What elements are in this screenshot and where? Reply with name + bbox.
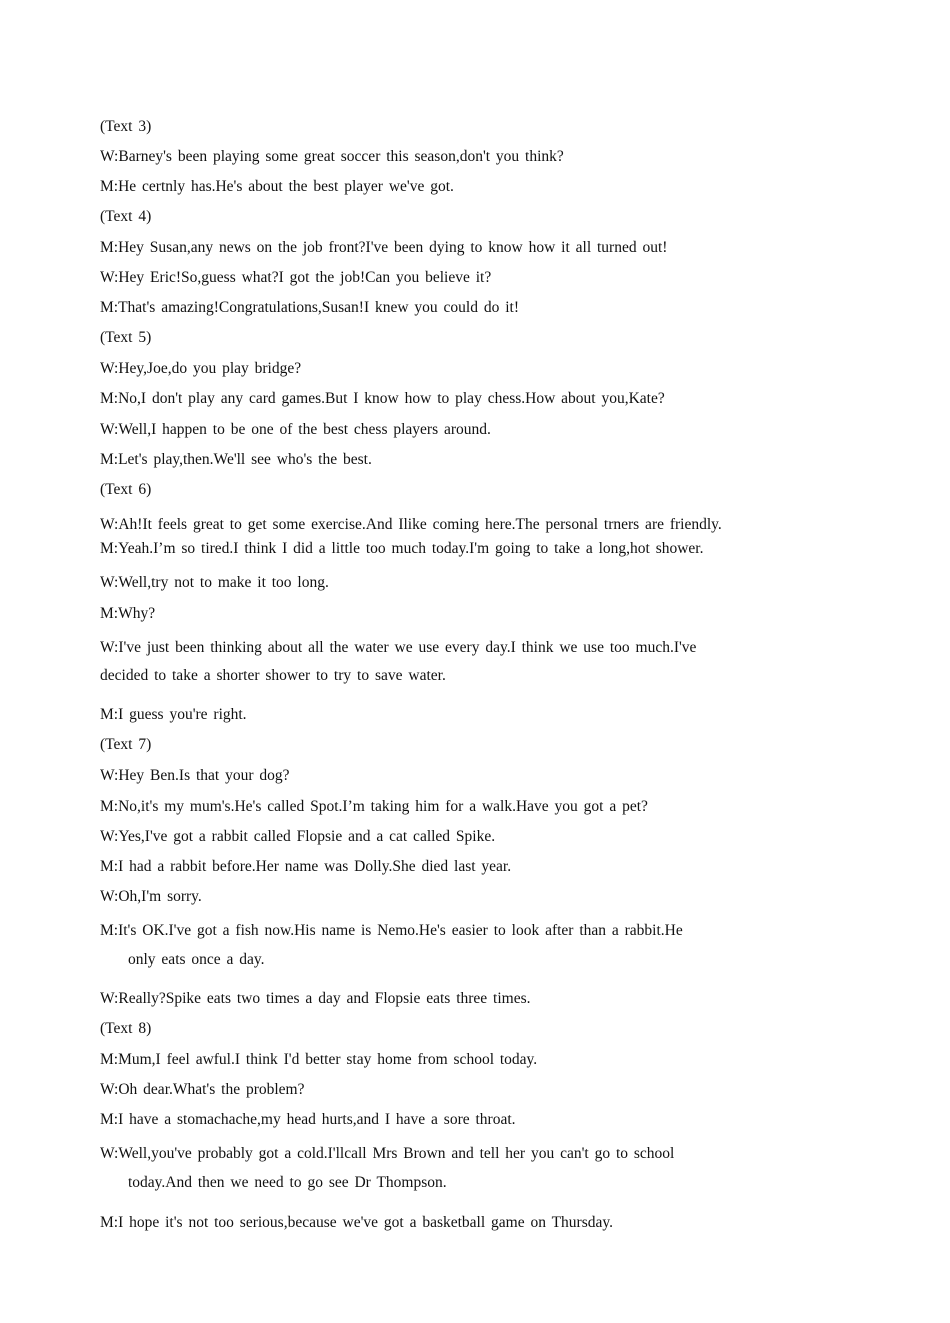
dialogue-line: W:Well,I happen to be one of the best chess players around.	[100, 421, 491, 438]
dialogue-line: M:I hope it's not too serious,because we've got a basketball game on Thursday.	[100, 1214, 613, 1231]
dialogue-line: W:Really?Spike eats two times a day and Flopsie eats three times.	[100, 990, 531, 1007]
dialogue-line: M:He certnly has.He's about the best player we've got.	[100, 178, 454, 195]
dialogue-line: W:Ah!It feels great to get some exercise.And Ilike coming here.The personal trners are friendly.	[100, 516, 722, 533]
dialogue-line: W:Well,try not to make it too long.	[100, 574, 329, 591]
dialogue-line: W:Oh,I'm sorry.	[100, 888, 202, 905]
dialogue-line: M:No,I don't play any card games.But I know how to play chess.How about you,Kate?	[100, 390, 665, 407]
dialogue-line: W:Hey Ben.Is that your dog?	[100, 767, 290, 784]
dialogue-line: M:I had a rabbit before.Her name was Dolly.She died last year.	[100, 858, 512, 875]
dialogue-line-continuation: today.And then we need to go see Dr Thompson.	[128, 1174, 447, 1191]
dialogue-line-continuation: decided to take a shorter shower to try to save water.	[100, 667, 446, 684]
dialogue-line: W:Hey,Joe,do you play bridge?	[100, 360, 302, 377]
dialogue-line: M:Yeah.I’m so tired.I think I did a little too much today.I'm going to take a long,hot shower.	[100, 540, 704, 557]
dialogue-line: M:I have a stomachache,my head hurts,and I have a sore throat.	[100, 1111, 516, 1128]
dialogue-line: M:That's amazing!Congratulations,Susan!I knew you could do it!	[100, 299, 520, 316]
dialogue-line-continuation: only eats once a day.	[128, 951, 265, 968]
dialogue-line: M:Let's play,then.We'll see who's the best.	[100, 451, 372, 468]
section-heading-text-7: (Text 7)	[100, 736, 152, 753]
section-heading-text-6: (Text 6)	[100, 481, 152, 498]
section-heading-text-8: (Text 8)	[100, 1020, 152, 1037]
dialogue-line: W:Yes,I've got a rabbit called Flopsie and a cat called Spike.	[100, 828, 496, 845]
dialogue-line: M:I guess you're right.	[100, 706, 247, 723]
dialogue-line: M:Why?	[100, 605, 156, 622]
dialogue-line: M:Mum,I feel awful.I think I'd better stay home from school today.	[100, 1051, 538, 1068]
section-heading-text-5: (Text 5)	[100, 329, 152, 346]
dialogue-line: M:Hey Susan,any news on the job front?I've been dying to know how it all turned out!	[100, 239, 668, 256]
dialogue-line: W:I've just been thinking about all the water we use every day.I think we use too much.I've	[100, 639, 697, 656]
section-heading-text-3: (Text 3)	[100, 118, 152, 135]
section-heading-text-4: (Text 4)	[100, 208, 152, 225]
dialogue-line: W:Hey Eric!So,guess what?I got the job!Can you believe it?	[100, 269, 492, 286]
dialogue-line: M:No,it's my mum's.He's called Spot.I’m taking him for a walk.Have you got a pet?	[100, 798, 648, 815]
dialogue-line: W:Barney's been playing some great soccer this season,don't you think?	[100, 148, 564, 165]
dialogue-line: W:Oh dear.What's the problem?	[100, 1081, 305, 1098]
dialogue-line: M:It's OK.I've got a fish now.His name is Nemo.He's easier to look after than a rabbit.He	[100, 922, 683, 939]
dialogue-line: W:Well,you've probably got a cold.I'llcall Mrs Brown and tell her you can't go to school	[100, 1145, 675, 1162]
